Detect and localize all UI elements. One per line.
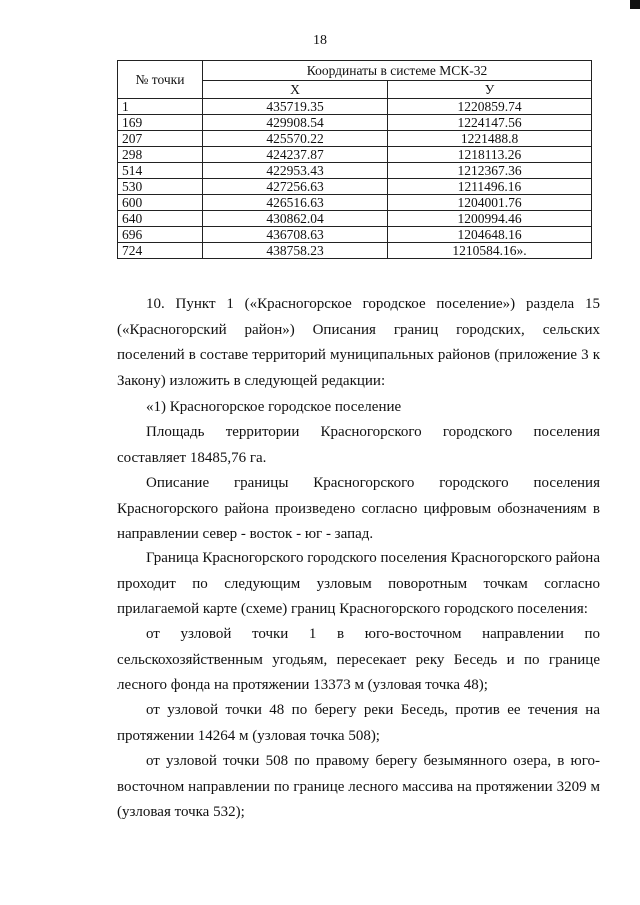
header-point-number: № точки [118,61,203,99]
x-cell: 422953.43 [203,163,388,179]
table-row [118,163,592,179]
x-cell: 429908.54 [203,115,388,131]
header-y: У [388,80,592,99]
y-cell: 1200994.46 [388,211,592,227]
x-cell: 436708.63 [203,227,388,243]
y-cell: 1218113.26 [388,147,592,163]
table-row [118,179,592,195]
point-cell: 514 [118,163,203,179]
y-cell: 1220859.74 [388,99,592,115]
table-row [118,211,592,227]
x-cell: 430862.04 [203,211,388,227]
point-cell: 530 [118,179,203,195]
table-row [118,243,592,259]
paragraph-section-heading: «1) Красногорское городское поселение [146,399,402,415]
scan-corner-mark [630,0,640,9]
paragraph-segment-508: от узловой точки 508 по правому берегу безымянного озера, в юго-восточном направлении по границе лесного массива на протяжении 3209 м (узловая точка 532); [117,753,600,820]
y-cell: 1224147.56 [388,115,592,131]
x-cell: 435719.35 [203,99,388,115]
paragraph-segment-1: от узловой точки 1 в юго-восточном направлении по сельскохозяйственным угодьям, пересекает реку Беседь и по границе лесного фонда на протяжении 13373 м (узловая точка 48); [117,626,600,693]
paragraph-description: Описание границы Красногорского городского поселения Красногорского района произведено согласно цифровым обозначениям в направлении север - восток - юг - запад. [117,475,600,542]
table-row [118,131,592,147]
paragraph-amendment: 10. Пункт 1 («Красногорское городское поселение») раздела 15 («Красногорский район») Описания границ городских, сельских поселений в составе территорий муниципальных районов (приложение 3 к Закону) изложить в следующей редакции: [117,296,600,389]
y-cell: 1221488.8 [388,131,592,147]
y-cell: 1212367.36 [388,163,592,179]
table-row [118,227,592,243]
y-cell: 1210584.16». [388,243,592,259]
table-row [118,195,592,211]
x-cell: 426516.63 [203,195,388,211]
paragraph-area: Площадь территории Красногорского городского поселения составляет 18485,76 га. [117,424,600,466]
x-cell: 427256.63 [203,179,388,195]
coordinates-table [117,60,592,259]
point-cell: 207 [118,131,203,147]
point-cell: 600 [118,195,203,211]
table-row [118,147,592,163]
x-cell: 438758.23 [203,243,388,259]
y-cell: 1204001.76 [388,195,592,211]
point-cell: 298 [118,147,203,163]
table-row [118,115,592,131]
point-cell: 724 [118,243,203,259]
x-cell: 425570.22 [203,131,388,147]
table-row [118,99,592,115]
paragraph-segment-48: от узловой точки 48 по берегу реки Беседь, против ее течения на протяжении 14264 м (узловая точка 508); [117,702,600,744]
header-coordinates-system: Координаты в системе МСК-32 [203,61,592,81]
x-cell: 424237.87 [203,147,388,163]
point-cell: 169 [118,115,203,131]
point-cell: 640 [118,211,203,227]
page-number: 18 [313,33,327,48]
paragraph-boundary-intro: Граница Красногорского городского поселения Красногорского района проходит по следующим узловым поворотным точкам согласно прилагаемой карте (схеме) границ Красногорского городского поселения: [117,550,600,617]
y-cell: 1211496.16 [388,179,592,195]
point-cell: 1 [118,99,203,115]
y-cell: 1204648.16 [388,227,592,243]
header-x: Х [203,80,388,99]
point-cell: 696 [118,227,203,243]
